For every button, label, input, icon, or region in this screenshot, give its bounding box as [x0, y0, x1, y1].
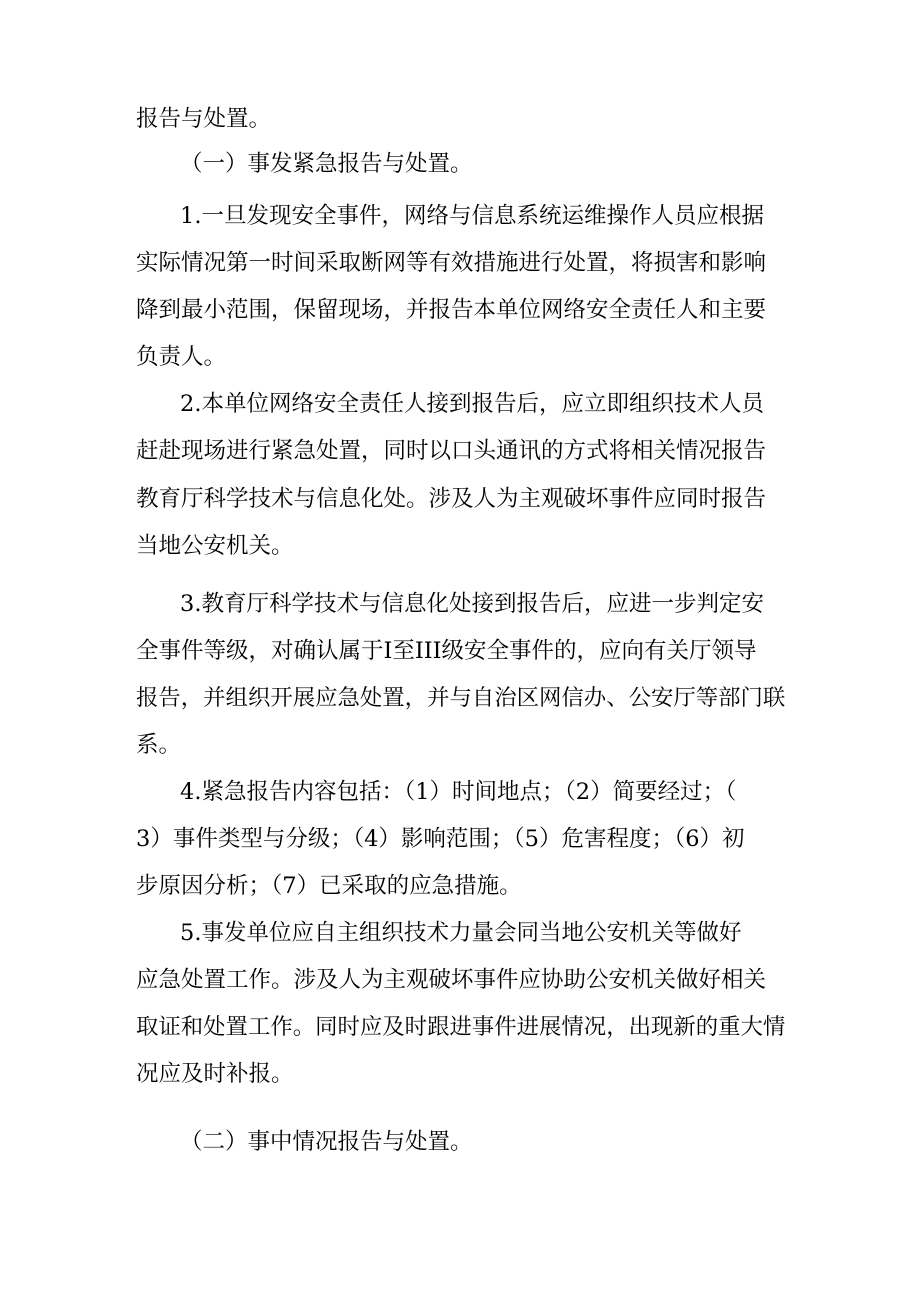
text-line: 教育厅科学技术与信息化处。涉及人为主观破坏事件应同时报告 — [136, 486, 767, 512]
text-line: 2.本单位网络安全责任人接到报告后，应立即组织技术人员 — [180, 391, 764, 417]
text-line: 报告，并组织开展应急处置，并与自治区网信办、公安厅等部门联 — [136, 685, 786, 711]
text-line: 应急处置工作。涉及人为主观破坏事件应协助公安机关做好相关 — [136, 967, 767, 993]
text-line: 1.一旦发现安全事件，网络与信息系统运维操作人员应根据 — [180, 203, 764, 229]
text-line: 实际情况第一时间采取断网等有效措施进行处置，将损害和影响 — [136, 250, 767, 276]
text-line: 全事件等级，对确认属于I至III级安全事件的，应向有关厅领导 — [136, 638, 757, 664]
section-heading: （一）事发紧急报告与处置。 — [180, 151, 473, 177]
text-line: 3）事件类型与分级；（4）影响范围；（5）危害程度；（6）初 — [136, 826, 745, 852]
text-line: 报告与处置。 — [136, 106, 272, 132]
text-line: 降到最小范围，保留现场，并报告本单位网络安全责任人和主要 — [136, 297, 767, 323]
text-line: 步原因分析；（7）已采取的应急措施。 — [136, 873, 522, 899]
text-line: 3.教育厅科学技术与信息化处接到报告后，应进一步判定安 — [180, 591, 764, 617]
text-line: 4.紧急报告内容包括：（1）时间地点；（2）简要经过；（ — [180, 779, 737, 805]
text-line: 负责人。 — [136, 344, 227, 370]
text-line: 况应及时补报。 — [136, 1061, 294, 1087]
text-line: 系。 — [136, 732, 182, 758]
text-line: 5.事发单位应自主组织技术力量会同当地公安机关等做好 — [180, 920, 742, 946]
section-heading: （二）事中情况报告与处置。 — [180, 1129, 473, 1155]
text-line: 当地公安机关。 — [136, 533, 294, 559]
text-line: 取证和处置工作。同时应及时跟进事件进展情况，出现新的重大情 — [136, 1014, 786, 1040]
text-line: 赶赴现场进行紧急处置，同时以口头通讯的方式将相关情况报告 — [136, 438, 767, 464]
